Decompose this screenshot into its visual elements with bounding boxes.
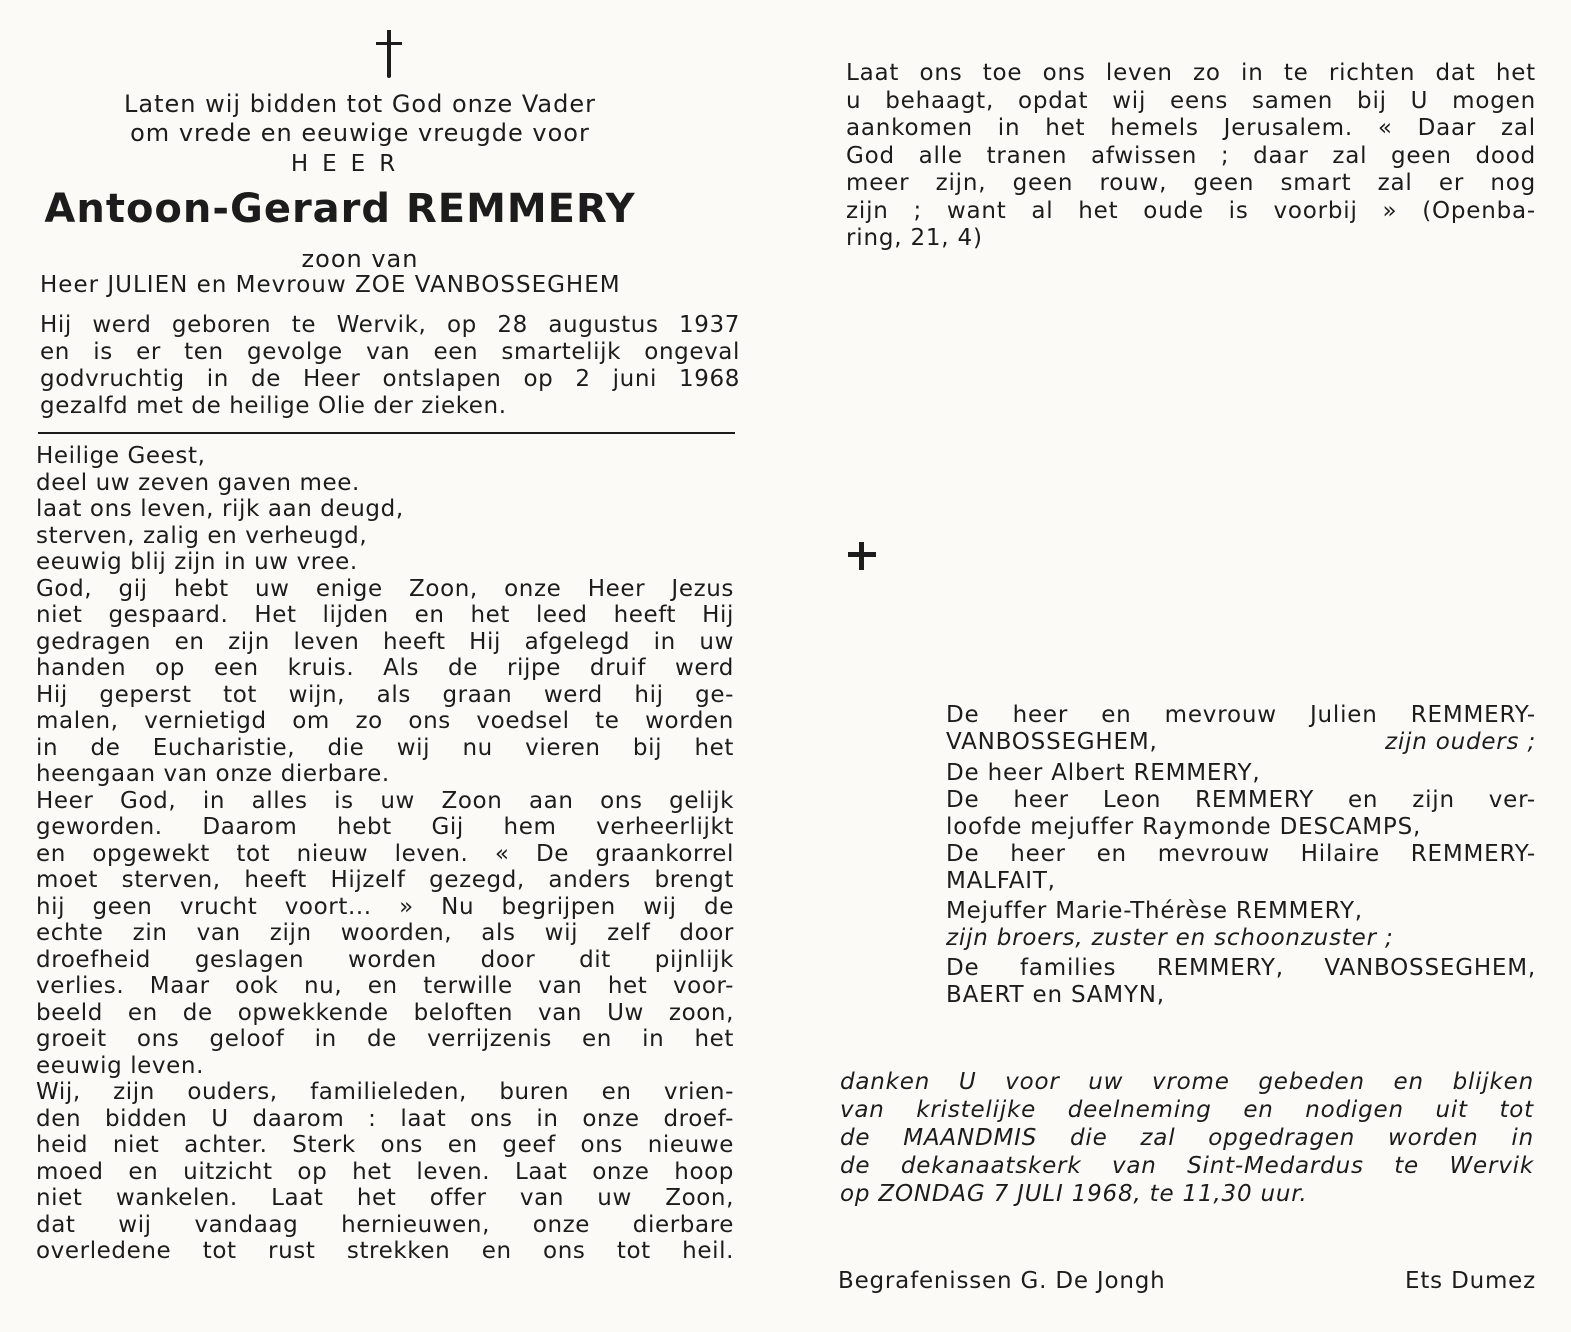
family-line: loofde mejuffer Raymonde DESCAMPS,	[946, 814, 1422, 840]
family-line: Mejuffer Marie-Thérèse REMMERY,	[946, 898, 1363, 924]
prayer-line: verlies. Maar ook nu, en terwille van het voor-	[36, 973, 734, 999]
intro-line: om vrede en eeuwige vreugde voor	[130, 119, 590, 147]
prayer-line: eeuwig blij zijn in uw vree.	[36, 549, 358, 575]
family-line: De heer Albert REMMERY,	[946, 760, 1261, 786]
footer	[838, 1268, 1536, 1294]
relation-label: zijn ouders ;	[1384, 729, 1536, 755]
parents-line: Heer JULIEN en Mevrouw ZOE VANBOSSEGHEM	[40, 272, 621, 298]
prayer-line: moed en uitzicht op het leven. Laat onze hoop	[36, 1158, 734, 1185]
family-line	[946, 729, 1536, 756]
prayer-line: God, gij hebt uw enige Zoon, onze Heer Jezus	[36, 575, 734, 602]
family-line: MALFAIT,	[946, 868, 1056, 894]
family-line: De families REMMERY, VANBOSSEGHEM,	[946, 955, 1536, 981]
scripture-text	[846, 60, 1536, 253]
prayer-line: heid niet achter. Sterk ons en geef ons nieuwe	[36, 1132, 734, 1158]
prayer-line: malen, vernietigd om zo ons voedsel te worden	[36, 708, 734, 734]
funeral-home: Begrafenissen G. De Jongh	[838, 1268, 1166, 1294]
prayer-line: niet gespaard. Het lijden en het leed heeft Hij	[36, 602, 734, 628]
cross-icon	[372, 30, 406, 82]
family-line: De heer en mevrouw Julien REMMERY-	[946, 702, 1536, 728]
prayer-line: Heilige Geest,	[36, 443, 206, 469]
prayer-line: handen op een kruis. Als de rijpe druif werd	[36, 655, 734, 681]
prayer-line: deel uw zeven gaven mee.	[36, 469, 360, 496]
family-list	[946, 702, 1536, 1009]
relation-label: zijn broers, zuster en schoonzuster ;	[946, 925, 1394, 951]
prayer-line: geworden. Daarom hebt Gij hem verheerlijkt	[36, 814, 734, 840]
printer-name: Ets Dumez	[1405, 1268, 1536, 1294]
prayer-line: eeuwig leven.	[36, 1052, 204, 1079]
prayer-line: in de Eucharistie, die wij nu vieren bij het	[36, 734, 734, 761]
bio-line: gezalfd met de heilige Olie der zieken.	[40, 393, 507, 419]
bio-text	[40, 312, 740, 420]
prayer-line: dat wij vandaag hernieuwen, onze dierbare	[36, 1211, 734, 1238]
scripture-line: u behaagt, opdat wij eens samen bij U mogen	[846, 87, 1536, 114]
bio-line: godvruchtig in de Heer ontslapen op 2 juni 1968	[40, 366, 740, 392]
family-line: BAERT en SAMYN,	[946, 982, 1165, 1008]
scripture-line: zijn ; want al het oude is voorbij » (Openba-	[846, 197, 1536, 224]
prayer-line: den bidden U daarom : laat ons in onze droef-	[36, 1105, 734, 1132]
thanks-line: de dekanaatskerk van Sint-Medardus te Wervik	[840, 1153, 1534, 1179]
intro-text	[60, 90, 660, 148]
scripture-line: Laat ons toe ons leven zo in te richten dat het	[846, 60, 1536, 86]
deceased-name: Antoon-Gerard REMMERY	[44, 186, 636, 232]
prayer-line: niet wankelen. Laat het offer van uw Zoon,	[36, 1185, 734, 1211]
thanks-line: de MAANDMIS die zal opgedragen worden in	[840, 1125, 1534, 1151]
thanks-line: van kristelijke deelneming en nodigen uit tot	[840, 1097, 1534, 1123]
thanks-text	[840, 1068, 1534, 1208]
prayer-line: hij geen vrucht voort... » Nu begrijpen wij de	[36, 893, 734, 920]
prayer-line: sterven, zalig en verheugd,	[36, 522, 368, 549]
prayer-line: beeld en de opwekkende beloften van Uw zoon,	[36, 999, 734, 1026]
prayer-line: overledene tot rust strekken en ons tot heil.	[36, 1238, 734, 1264]
prayer-line: droefheid geslagen worden door dit pijnlijk	[36, 946, 734, 973]
prayer-line: Wij, zijn ouders, familieleden, buren en vrien-	[36, 1079, 734, 1105]
intro-line: Laten wij bidden tot God onze Vader	[124, 90, 596, 118]
prayer-line: laat ons leven, rijk aan deugd,	[36, 496, 404, 522]
family-line: De heer en mevrouw Hilaire REMMERY-	[946, 841, 1536, 867]
family-name: VANBOSSEGHEM,	[946, 729, 1158, 755]
bio-line: Hij werd geboren te Wervik, op 28 augustus 1937	[40, 312, 740, 338]
son-of-label: zoon van	[301, 245, 419, 273]
prayer-text	[36, 443, 734, 1265]
thanks-line: op ZONDAG 7 JULI 1968, te 11,30 uur.	[840, 1181, 1308, 1207]
title-word: HEER	[290, 151, 410, 177]
family-line: De heer Leon REMMERY en zijn ver-	[946, 787, 1536, 813]
prayer-line: Hij geperst tot wijn, als graan werd hij ge-	[36, 681, 734, 708]
prayer-line: echte zin van zijn woorden, als wij zelf door	[36, 920, 734, 946]
bio-line: en is er ten gevolge van een smartelijk ongeval	[40, 339, 740, 365]
prayer-line: gedragen en zijn leven heeft Hij afgelegd in uw	[36, 628, 734, 655]
divider	[38, 432, 735, 434]
scripture-line: ring, 21, 4)	[846, 225, 983, 251]
cross-icon	[846, 540, 878, 572]
thanks-line: danken U voor uw vrome gebeden en blijken	[840, 1069, 1534, 1095]
prayer-line: heengaan van onze dierbare.	[36, 761, 390, 787]
scripture-line: aankomen in het hemels Jerusalem. « Daar zal	[846, 115, 1536, 141]
prayer-line: en opgewekt tot nieuw leven. « De graankorrel	[36, 840, 734, 867]
prayer-line: groeit ons geloof in de verrijzenis en in het	[36, 1026, 734, 1052]
scripture-line: meer zijn, geen rouw, geen smart zal er nog	[846, 170, 1536, 196]
prayer-line: moet sterven, heeft Hijzelf gezegd, anders brengt	[36, 867, 734, 893]
prayer-line: Heer God, in alles is uw Zoon aan ons gelijk	[36, 787, 734, 814]
scripture-line: God alle tranen afwissen ; daar zal geen dood	[846, 142, 1536, 169]
